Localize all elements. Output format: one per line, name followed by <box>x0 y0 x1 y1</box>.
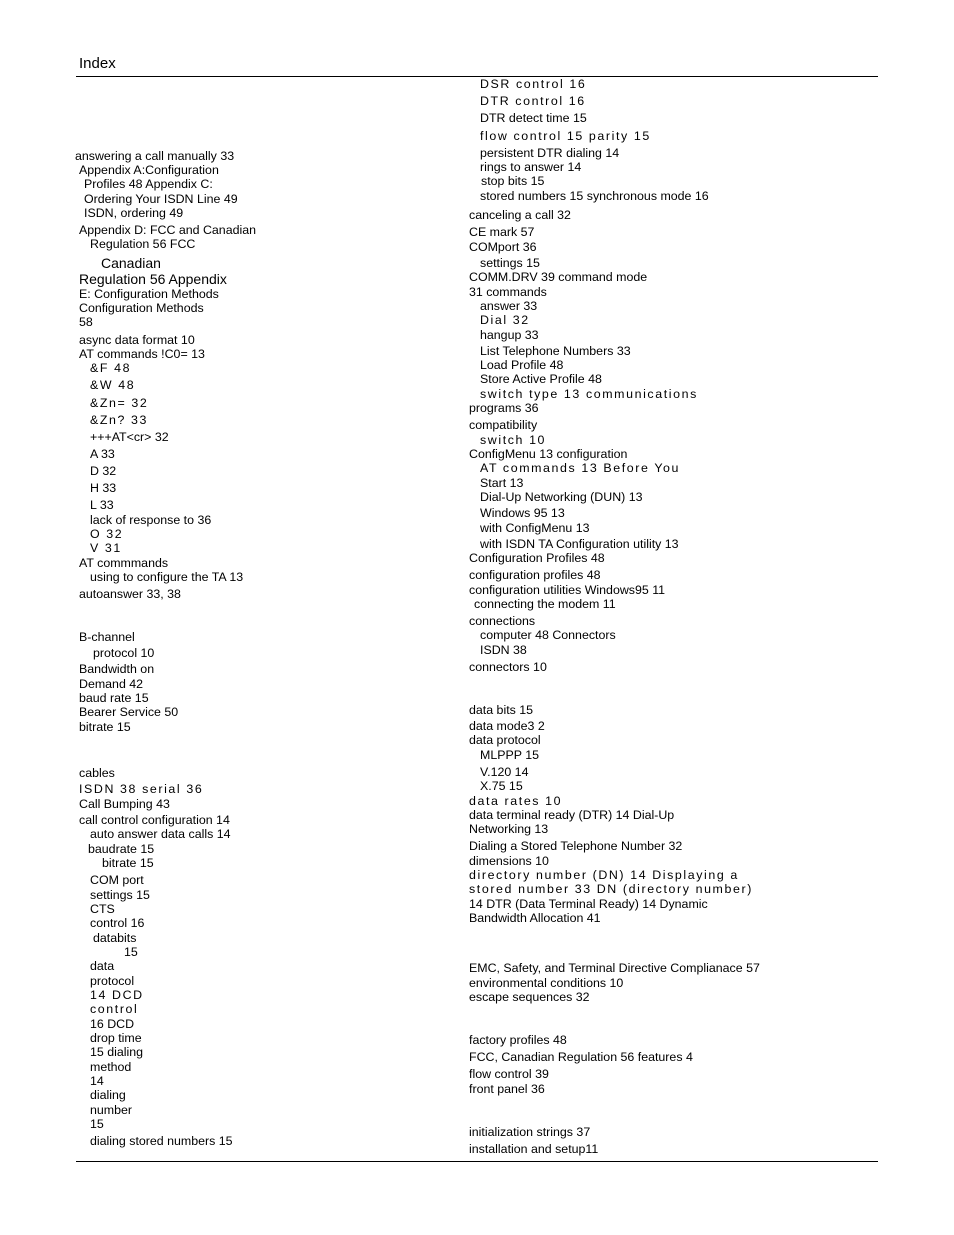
index-entry: number <box>90 1103 133 1117</box>
index-entry: dialing stored numbers 15 <box>90 1134 233 1148</box>
index-entry: X.75 15 <box>480 779 523 793</box>
index-entry: V.120 14 <box>480 765 529 779</box>
index-entry: connections <box>469 614 536 628</box>
index-entry: configuration utilities Windows95 11 <box>469 583 666 597</box>
index-entry: ConfigMenu 13 configuration <box>469 447 628 461</box>
index-entry: Dial 32 <box>480 313 530 327</box>
index-entry: settings 15 <box>480 256 540 270</box>
index-entry: protocol 10 <box>93 646 155 660</box>
index-entry: Demand 42 <box>79 677 144 691</box>
index-entry: Call Bumping 43 <box>79 797 170 811</box>
index-entry: E: Configuration Methods <box>79 287 219 301</box>
index-entry: DTR control 16 <box>480 94 586 108</box>
index-entry: 14 <box>90 1074 104 1088</box>
index-entry: AT commmands <box>79 556 169 570</box>
index-entry: CE mark 57 <box>469 225 535 239</box>
index-entry: flow control 15 parity 15 <box>480 129 651 143</box>
index-entry: bitrate 15 <box>79 720 131 734</box>
index-entry: dimensions 10 <box>469 854 549 868</box>
index-entry: connecting the modem 11 <box>474 597 616 611</box>
index-entry: computer 48 Connectors <box>480 628 616 642</box>
index-entry: Store Active Profile 48 <box>480 372 602 386</box>
index-entry: COM port <box>90 873 144 887</box>
index-entry: Appendix D: FCC and Canadian <box>79 223 257 237</box>
index-entry: bitrate 15 <box>102 856 154 870</box>
index-entry: 16 DCD <box>90 1017 135 1031</box>
index-entry: 15 <box>90 1117 104 1131</box>
index-entry: &W 48 <box>90 378 136 392</box>
index-entry: data rates 10 <box>469 794 563 808</box>
page-header: Index <box>79 55 116 72</box>
index-entry: &Zn= 32 <box>90 396 149 410</box>
index-entry: rings to answer 14 <box>480 160 582 174</box>
header-rule <box>76 76 878 77</box>
index-entry: canceling a call 32 <box>469 208 571 222</box>
index-entry: switch type 13 communications <box>480 387 698 401</box>
index-entry: 15 <box>124 945 138 959</box>
index-entry: FCC, Canadian Regulation 56 features 4 <box>469 1050 693 1064</box>
index-entry: flow control 39 <box>469 1067 549 1081</box>
index-entry: Load Profile 48 <box>480 358 564 372</box>
index-entry: B-channel <box>79 630 135 644</box>
index-entry: baudrate 15 <box>88 842 155 856</box>
index-entry: autoanswer 33, 38 <box>79 587 181 601</box>
index-entry: auto answer data calls 14 <box>90 827 231 841</box>
index-entry: answer 33 <box>480 299 538 313</box>
index-entry: directory number (DN) 14 Displaying a <box>469 868 739 882</box>
index-entry: escape sequences 32 <box>469 990 590 1004</box>
index-entry: drop time <box>90 1031 142 1045</box>
index-entry: DTR detect time 15 <box>480 111 587 125</box>
index-entry: Start 13 <box>480 476 524 490</box>
index-entry: environmental conditions 10 <box>469 976 624 990</box>
index-entry: Bandwidth on <box>79 662 155 676</box>
index-entry: stored number 33 DN (directory number) <box>469 882 753 896</box>
index-entry: 58 <box>79 315 93 329</box>
index-entry: Profiles 48 Appendix C: <box>84 177 213 191</box>
index-entry: dialing <box>90 1088 126 1102</box>
index-entry: COMport 36 <box>469 240 537 254</box>
index-entry: switch 10 <box>480 433 547 447</box>
index-entry: Configuration Methods <box>79 301 204 315</box>
footer-rule <box>76 1161 878 1162</box>
index-entry: control 16 <box>90 916 145 930</box>
index-entry: method <box>90 1060 132 1074</box>
index-entry: with ConfigMenu 13 <box>480 521 590 535</box>
index-entry: Ordering Your ISDN Line 49 <box>84 192 238 206</box>
index-entry: async data format 10 <box>79 333 195 347</box>
index-entry: initialization strings 37 <box>469 1125 591 1139</box>
index-entry: data terminal ready (DTR) 14 Dial-Up <box>469 808 675 822</box>
index-entry: data <box>90 959 115 973</box>
index-entry: databits <box>93 931 137 945</box>
index-entry: AT commands 13 Before You <box>480 461 681 475</box>
index-entry: L 33 <box>90 498 114 512</box>
index-entry: DSR control 16 <box>480 77 587 91</box>
index-entry: settings 15 <box>90 888 150 902</box>
index-entry: Windows 95 13 <box>480 506 565 520</box>
index-entry: cables <box>79 766 115 780</box>
index-entry: Appendix A:Configuration <box>79 163 219 177</box>
index-entry: Networking 13 <box>469 822 549 836</box>
index-entry: ISDN, ordering 49 <box>84 206 184 220</box>
index-entry: MLPPP 15 <box>480 748 540 762</box>
index-entry: baud rate 15 <box>79 691 149 705</box>
index-entry: &Zn? 33 <box>90 413 149 427</box>
index-entry: 31 commands <box>469 285 547 299</box>
index-entry: data mode3 2 <box>469 719 545 733</box>
index-entry: Bandwidth Allocation 41 <box>469 911 601 925</box>
index-entry: front panel 36 <box>469 1082 545 1096</box>
index-entry: Regulation 56 FCC <box>90 237 196 251</box>
index-entry: control <box>90 1002 139 1016</box>
index-entry: factory profiles 48 <box>469 1033 567 1047</box>
index-entry: &F 48 <box>90 361 132 375</box>
index-entry: hangup 33 <box>480 328 539 342</box>
index-entry: connectors 10 <box>469 660 547 674</box>
index-entry: data protocol <box>469 733 541 747</box>
index-entry: D 32 <box>90 464 117 478</box>
index-entry: 14 DCD <box>90 988 144 1002</box>
index-entry: COMM.DRV 39 command mode <box>469 270 648 284</box>
index-entry: 14 DTR (Data Terminal Ready) 14 Dynamic <box>469 897 708 911</box>
index-entry: A 33 <box>90 447 115 461</box>
index-entry: stored numbers 15 synchronous mode 16 <box>480 189 709 203</box>
index-entry: stop bits 15 <box>481 174 545 188</box>
index-entry: using to configure the TA 13 <box>90 570 244 584</box>
index-entry: Bearer Service 50 <box>79 705 179 719</box>
index-entry: V 31 <box>90 541 122 555</box>
index-entry: configuration profiles 48 <box>469 568 601 582</box>
index-entry: 15 dialing <box>90 1045 144 1059</box>
index-entry: Configuration Profiles 48 <box>469 551 605 565</box>
index-entry: installation and setup11 <box>469 1142 599 1156</box>
index-entry: Dial-Up Networking (DUN) 13 <box>480 490 643 504</box>
index-entry: answering a call manually 33 <box>75 149 235 163</box>
index-entry: with ISDN TA Configuration utility 13 <box>480 537 679 551</box>
index-entry: call control configuration 14 <box>79 813 230 827</box>
index-entry: protocol <box>90 974 135 988</box>
index-entry: data bits 15 <box>469 703 534 717</box>
index-entry: O 32 <box>90 527 124 541</box>
index-entry: ISDN 38 <box>480 643 527 657</box>
index-entry: ISDN 38 serial 36 <box>79 782 204 796</box>
index-entry: H 33 <box>90 481 117 495</box>
index-entry: programs 36 <box>469 401 539 415</box>
index-entry: Dialing a Stored Telephone Number 32 <box>469 839 683 853</box>
index-entry: AT commands !C0= 13 <box>79 347 205 361</box>
index-entry: compatibility <box>469 418 538 432</box>
index-entry: Regulation 56 Appendix <box>79 271 227 287</box>
index-entry: CTS <box>90 902 115 916</box>
index-entry: lack of response to 36 <box>90 513 212 527</box>
index-entry: EMC, Safety, and Terminal Directive Complianace 57 <box>469 961 760 975</box>
index-entry: Canadian <box>101 255 161 271</box>
index-entry: +++AT<cr> 32 <box>90 430 169 444</box>
index-entry: List Telephone Numbers 33 <box>480 344 631 358</box>
index-entry: persistent DTR dialing 14 <box>480 146 620 160</box>
